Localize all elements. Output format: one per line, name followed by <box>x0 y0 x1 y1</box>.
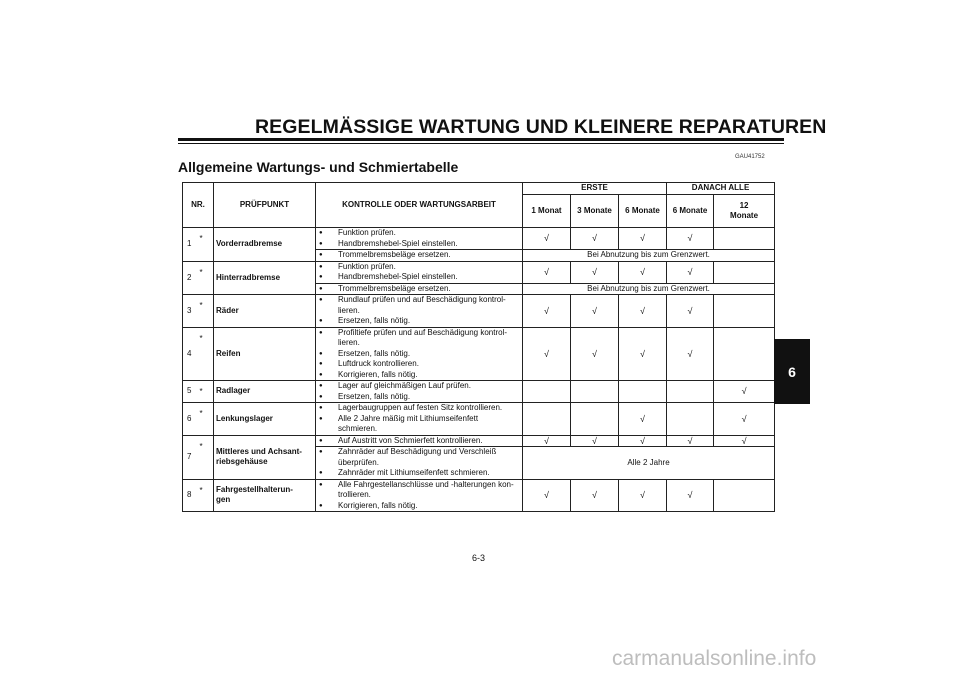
check-item-line: Vorderradbremse <box>216 239 283 248</box>
task-cell <box>316 435 523 447</box>
task-line: Lagerbaugruppen auf festen Sitz kontrollieren. <box>338 403 503 412</box>
check-mark-cell: √ <box>714 403 775 436</box>
bullet-icon: ● <box>319 405 323 411</box>
task-line: trollieren. <box>338 490 371 499</box>
task-bullet-item <box>318 480 520 501</box>
check-item-line: riebsgehäuse <box>216 457 268 466</box>
header-6-months-every: 6 Monate <box>667 195 714 228</box>
watermark: carmanualsonline.info <box>612 647 817 670</box>
interval-note: Alle 2 Jahre <box>523 447 775 480</box>
table-row <box>183 295 775 328</box>
task-line: Handbremshebel-Spiel einstellen. <box>338 238 458 248</box>
check-mark-cell: √ <box>667 435 714 447</box>
service-asterisk: * <box>200 435 214 479</box>
check-mark-cell: √ <box>714 435 775 447</box>
check-mark-cell: √ <box>571 261 619 283</box>
task-cell <box>316 327 523 381</box>
title-rule-thick <box>178 138 784 141</box>
check-mark-cell: √ <box>571 435 619 447</box>
chapter-tab: 6 <box>774 339 810 404</box>
header-first: ERSTE <box>523 183 667 195</box>
bullet-icon: ● <box>319 449 323 455</box>
task-bullet-item <box>318 250 520 261</box>
task-cell <box>316 228 523 250</box>
table-row <box>183 479 775 512</box>
bullet-icon: ● <box>319 329 323 336</box>
header-nr: NR. <box>183 183 214 228</box>
table-row <box>183 261 775 283</box>
check-mark-cell: √ <box>619 435 667 447</box>
check-item-line: Lenkungslager <box>216 413 273 423</box>
check-mark-cell <box>714 228 775 250</box>
task-bullet-item <box>318 239 520 250</box>
check-mark-cell: √ <box>667 261 714 283</box>
task-line: Rundlauf prüfen und auf Beschädigung kontrol- <box>338 295 506 304</box>
task-bullet-item <box>318 349 520 360</box>
check-mark-cell <box>667 403 714 436</box>
row-number: 5 <box>183 381 200 403</box>
task-bullet-item <box>318 359 520 370</box>
check-mark-cell <box>523 381 571 403</box>
bullet-icon: ● <box>319 437 323 444</box>
interval-note: Bei Abnutzung bis zum Grenzwert. <box>523 283 775 295</box>
table-row <box>183 435 775 447</box>
chapter-title: REGELMÄSSIGE WARTUNG UND KLEINERE REPARATUREN <box>255 116 827 138</box>
check-mark-cell <box>571 403 619 436</box>
check-item <box>214 261 316 295</box>
task-cell <box>316 479 523 512</box>
task-bullet-item <box>318 468 520 479</box>
task-cell <box>316 381 523 403</box>
check-mark-cell: √ <box>619 261 667 283</box>
check-mark-cell: √ <box>667 295 714 328</box>
task-bullet-item <box>318 284 520 295</box>
task-bullet-item <box>318 414 520 435</box>
bullet-icon: ● <box>319 230 323 236</box>
bullet-icon: ● <box>319 297 323 303</box>
task-cell <box>316 403 523 436</box>
check-item <box>214 403 316 436</box>
check-item <box>214 435 316 479</box>
check-item-line: Mittleres und Achsant- <box>216 446 302 456</box>
bullet-icon: ● <box>319 274 323 280</box>
bullet-icon: ● <box>319 350 323 357</box>
task-bullet-item <box>318 262 520 273</box>
bullet-icon: ● <box>319 285 323 292</box>
check-mark-cell: √ <box>667 327 714 381</box>
check-item-line: Radlager <box>216 386 251 396</box>
page-number: 6-3 <box>472 553 486 563</box>
check-mark-cell: √ <box>714 381 775 403</box>
service-asterisk: * <box>200 381 214 403</box>
bullet-icon: ● <box>319 252 323 258</box>
task-bullet-item <box>318 381 520 392</box>
maintenance-table <box>182 182 775 512</box>
check-mark-cell: √ <box>667 228 714 250</box>
task-line: überprüfen. <box>338 457 379 467</box>
bullet-icon: ● <box>319 481 323 488</box>
check-mark-cell <box>667 381 714 403</box>
row-number: 7 <box>183 435 200 479</box>
header-item: PRÜFPUNKT <box>214 183 316 228</box>
check-mark-cell <box>571 381 619 403</box>
check-mark-cell: √ <box>571 228 619 250</box>
bullet-icon: ● <box>319 393 323 400</box>
task-cell <box>316 295 523 328</box>
service-asterisk: * <box>200 403 214 436</box>
check-mark-cell: √ <box>619 327 667 381</box>
check-item <box>214 295 316 328</box>
service-asterisk: * <box>200 479 214 512</box>
header-12-months-number: 12 <box>739 200 749 210</box>
check-item <box>214 479 316 512</box>
table-row <box>183 381 775 403</box>
task-line: Alle 2 Jahre mäßig mit Lithiumseifenfett <box>338 413 479 423</box>
header-12-months <box>714 195 775 228</box>
check-mark-cell <box>714 479 775 512</box>
task-line: Trommelbremsbeläge ersetzen. <box>338 250 451 259</box>
title-rule-thin <box>178 143 784 144</box>
task-bullet-item <box>318 295 520 316</box>
check-item-line: Fahrgestellhalterun- <box>216 484 293 494</box>
row-number: 4 <box>183 327 200 381</box>
task-bullet-item <box>318 403 520 414</box>
service-asterisk: * <box>200 327 214 381</box>
bullet-icon: ● <box>319 383 323 389</box>
check-mark-cell <box>619 381 667 403</box>
task-bullet-item <box>318 316 520 327</box>
task-line: Profiltiefe prüfen und auf Beschädigung kontrol- <box>338 327 507 337</box>
bullet-icon: ● <box>319 470 323 476</box>
task-bullet-item <box>318 370 520 381</box>
service-asterisk: * <box>200 228 214 262</box>
row-number: 1 <box>183 228 200 262</box>
check-mark-cell: √ <box>571 479 619 512</box>
task-cell <box>316 447 523 480</box>
service-asterisk: * <box>200 261 214 295</box>
table-row <box>183 228 775 250</box>
task-cell <box>316 250 523 262</box>
row-number: 6 <box>183 403 200 436</box>
check-mark-cell <box>714 295 775 328</box>
task-line: Trommelbremsbeläge ersetzen. <box>338 283 451 293</box>
task-bullet-item <box>318 228 520 239</box>
bullet-icon: ● <box>319 371 323 378</box>
check-mark-cell <box>523 403 571 436</box>
bullet-icon: ● <box>319 361 323 367</box>
task-line: Ersetzen, falls nötig. <box>338 316 411 325</box>
service-asterisk: * <box>200 295 214 328</box>
check-mark-cell: √ <box>619 403 667 436</box>
header-6-months-first: 6 Monate <box>619 195 667 228</box>
bullet-icon: ● <box>319 502 323 509</box>
check-mark-cell: √ <box>619 295 667 328</box>
bullet-icon: ● <box>319 415 323 422</box>
row-number: 8 <box>183 479 200 512</box>
task-line: lieren. <box>338 305 360 315</box>
check-item <box>214 228 316 262</box>
check-mark-cell: √ <box>571 295 619 328</box>
row-number: 2 <box>183 261 200 295</box>
check-mark-cell: √ <box>523 327 571 381</box>
check-item-line: Räder <box>216 305 239 315</box>
check-mark-cell: √ <box>523 295 571 328</box>
task-bullet-item <box>318 447 520 468</box>
task-line: lieren. <box>338 338 360 347</box>
row-number: 3 <box>183 295 200 328</box>
check-item <box>214 381 316 403</box>
task-line: Lager auf gleichmäßigen Lauf prüfen. <box>338 381 471 390</box>
task-bullet-item <box>318 328 520 349</box>
bullet-icon: ● <box>319 318 323 324</box>
header-3-months: 3 Monate <box>571 195 619 228</box>
check-mark-cell <box>714 327 775 381</box>
task-line: Funktion prüfen. <box>338 228 396 237</box>
task-bullet-item <box>318 272 520 283</box>
check-mark-cell: √ <box>667 479 714 512</box>
task-bullet-item <box>318 436 520 447</box>
task-line: Korrigieren, falls nötig. <box>338 500 418 510</box>
bullet-icon: ● <box>319 240 323 247</box>
check-mark-cell: √ <box>619 228 667 250</box>
document-code: GAU41752 <box>735 154 765 160</box>
task-line: Alle Fahrgestellanschlüsse und -halterungen kon- <box>338 479 514 489</box>
header-12-months-unit: Monate <box>730 211 759 220</box>
check-mark-cell: √ <box>523 479 571 512</box>
task-line: Handbremshebel-Spiel einstellen. <box>338 272 458 281</box>
check-item-line: Reifen <box>216 348 241 358</box>
task-line: Auf Austritt von Schmierfett kontrollieren. <box>338 435 483 445</box>
header-1-month: 1 Monat <box>523 195 571 228</box>
table-row <box>183 403 775 436</box>
task-bullet-item <box>318 501 520 512</box>
check-mark-cell: √ <box>523 228 571 250</box>
check-item-line: Hinterradbremse <box>216 272 281 282</box>
task-line: Ersetzen, falls nötig. <box>338 348 411 358</box>
task-line: Luftdruck kontrollieren. <box>338 359 419 368</box>
task-cell <box>316 261 523 283</box>
task-cell <box>316 283 523 295</box>
task-line: Zahnräder auf Beschädigung und Verschleiß <box>338 447 497 456</box>
section-title: Allgemeine Wartungs- und Schmiertabelle <box>178 159 459 175</box>
task-line: Zahnräder mit Lithiumseifenfett schmieren. <box>338 468 490 477</box>
check-mark-cell: √ <box>619 479 667 512</box>
task-line: Ersetzen, falls nötig. <box>338 391 411 401</box>
header-every: DANACH ALLE <box>667 183 775 195</box>
bullet-icon: ● <box>319 263 323 270</box>
table-row <box>183 327 775 381</box>
check-mark-cell: √ <box>523 261 571 283</box>
check-mark-cell <box>714 261 775 283</box>
header-task: KONTROLLE ODER WARTUNGSARBEIT <box>316 183 523 228</box>
check-mark-cell: √ <box>571 327 619 381</box>
check-item <box>214 327 316 381</box>
check-mark-cell: √ <box>523 435 571 447</box>
task-line: schmieren. <box>338 424 378 433</box>
task-line: Funktion prüfen. <box>338 261 396 271</box>
check-item-line: gen <box>216 495 231 505</box>
task-line: Korrigieren, falls nötig. <box>338 369 418 379</box>
interval-note: Bei Abnutzung bis zum Grenzwert. <box>523 250 775 262</box>
task-bullet-item <box>318 392 520 403</box>
